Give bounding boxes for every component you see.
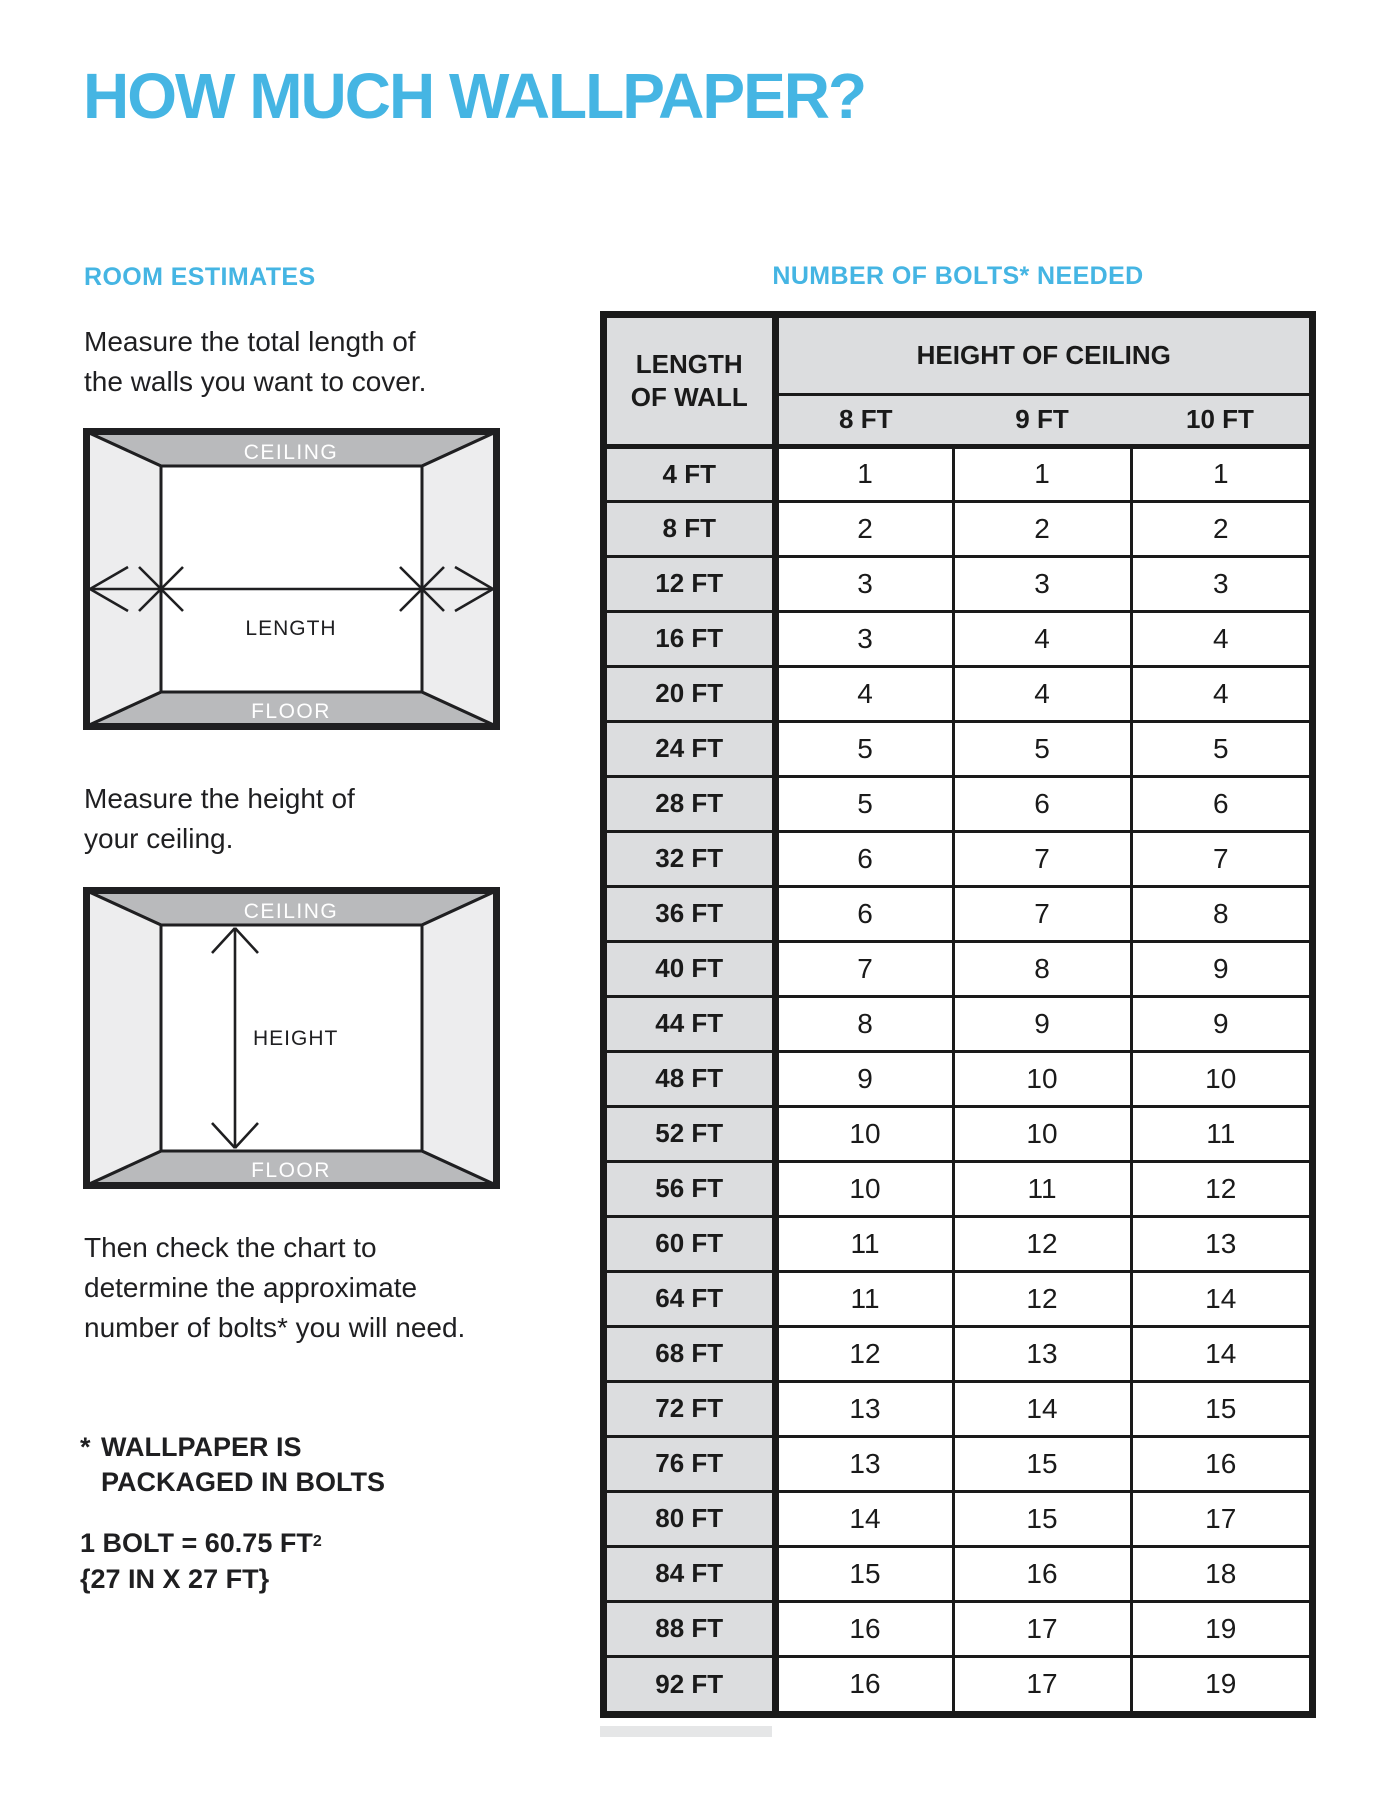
wall-length-cell: 28 FT xyxy=(607,776,775,831)
bolt-count-cell: 16 xyxy=(775,1656,953,1711)
bolt-count-cell: 2 xyxy=(1131,501,1309,556)
instruction-line: Measure the total length of xyxy=(84,326,416,357)
bolt-count-cell: 19 xyxy=(1131,1656,1309,1711)
bolt-count-cell: 9 xyxy=(953,996,1131,1051)
bolt-count-cell: 7 xyxy=(1131,831,1309,886)
footnote-text xyxy=(101,1430,385,1500)
bolt-count-cell: 7 xyxy=(775,941,953,996)
asterisk-marker: * xyxy=(80,1432,91,1462)
length-header-line: OF WALL xyxy=(630,381,748,412)
table-row xyxy=(607,831,1309,886)
length-header-line: LENGTH xyxy=(635,348,743,379)
bolt-count-cell: 1 xyxy=(775,446,953,501)
table-row xyxy=(607,1601,1309,1656)
table-header-row xyxy=(607,318,1309,394)
bolt-count-cell: 15 xyxy=(1131,1381,1309,1436)
room-estimates-heading: ROOM ESTIMATES xyxy=(84,263,316,291)
table-row xyxy=(607,1216,1309,1271)
table-row xyxy=(607,776,1309,831)
table-row xyxy=(607,1051,1309,1106)
bolt-count-cell: 12 xyxy=(953,1216,1131,1271)
bolt-count-cell: 4 xyxy=(775,666,953,721)
table-row xyxy=(607,501,1309,556)
wall-length-cell: 48 FT xyxy=(607,1051,775,1106)
table-row xyxy=(607,666,1309,721)
instruction-line: number of bolts* you will need. xyxy=(84,1312,466,1343)
bolt-count-cell: 14 xyxy=(953,1381,1131,1436)
left-wall-panel xyxy=(87,891,161,1185)
bolt-count-cell: 2 xyxy=(775,501,953,556)
instruction-line: Measure the height of xyxy=(84,783,355,814)
floor-label: FLOOR xyxy=(251,1159,331,1182)
bolt-count-cell: 5 xyxy=(953,721,1131,776)
table-row xyxy=(607,446,1309,501)
bolt-dimensions: {27 IN X 27 FT} xyxy=(80,1564,270,1594)
bolt-count-cell: 7 xyxy=(953,886,1131,941)
bolt-count-cell: 4 xyxy=(953,611,1131,666)
bolt-count-cell: 5 xyxy=(775,776,953,831)
length-of-wall-header xyxy=(607,318,775,446)
bolt-count-cell: 3 xyxy=(775,611,953,666)
bolt-count-cell: 6 xyxy=(775,831,953,886)
bolt-count-cell: 14 xyxy=(775,1491,953,1546)
bolt-count-cell: 10 xyxy=(953,1051,1131,1106)
bolt-count-cell: 13 xyxy=(775,1436,953,1491)
table-row xyxy=(607,1381,1309,1436)
room-height-diagram xyxy=(83,887,500,1189)
bolt-count-cell: 18 xyxy=(1131,1546,1309,1601)
bolt-count-cell: 15 xyxy=(953,1436,1131,1491)
bolt-count-cell: 6 xyxy=(1131,776,1309,831)
bolt-count-cell: 15 xyxy=(775,1546,953,1601)
wallpaper-bolts-footnote xyxy=(80,1430,385,1500)
room-perspective-shapes xyxy=(87,432,496,726)
bolt-count-cell: 6 xyxy=(953,776,1131,831)
table-row xyxy=(607,1271,1309,1326)
table-row xyxy=(607,1491,1309,1546)
bolt-count-cell: 10 xyxy=(775,1161,953,1216)
bolt-count-cell: 1 xyxy=(953,446,1131,501)
ceiling-label: CEILING xyxy=(243,900,339,923)
bolt-count-cell: 10 xyxy=(953,1106,1131,1161)
table-row xyxy=(607,996,1309,1051)
right-wall-panel xyxy=(422,891,496,1185)
wall-length-cell: 76 FT xyxy=(607,1436,775,1491)
bolt-size-info xyxy=(80,1524,322,1597)
instruction-measure-height xyxy=(84,779,355,859)
bolt-count-cell: 12 xyxy=(953,1271,1131,1326)
bolt-count-cell: 11 xyxy=(775,1271,953,1326)
bolt-count-cell: 8 xyxy=(1131,886,1309,941)
bolt-count-cell: 17 xyxy=(1131,1491,1309,1546)
bolt-count-cell: 12 xyxy=(775,1326,953,1381)
wall-length-cell: 44 FT xyxy=(607,996,775,1051)
wall-length-cell: 32 FT xyxy=(607,831,775,886)
back-wall-panel xyxy=(161,466,422,692)
instruction-check-chart xyxy=(84,1228,465,1348)
bolt-count-cell: 13 xyxy=(775,1381,953,1436)
bolt-count-cell: 4 xyxy=(1131,611,1309,666)
ceiling-9ft-header: 9 FT xyxy=(953,394,1131,446)
wall-length-cell: 52 FT xyxy=(607,1106,775,1161)
table-row xyxy=(607,1106,1309,1161)
wall-length-cell: 60 FT xyxy=(607,1216,775,1271)
squared-superscript: 2 xyxy=(312,1533,322,1550)
instruction-line: determine the approximate xyxy=(84,1272,418,1303)
footnote-line: WALLPAPER IS xyxy=(101,1432,302,1462)
bolt-count-cell: 9 xyxy=(1131,996,1309,1051)
table-row xyxy=(607,556,1309,611)
footnote-line: PACKAGED IN BOLTS xyxy=(101,1467,386,1497)
bolt-count-cell: 4 xyxy=(1131,666,1309,721)
bolt-count-cell: 3 xyxy=(1131,556,1309,611)
table-row xyxy=(607,1326,1309,1381)
bolts-table-heading: NUMBER OF BOLTS* NEEDED xyxy=(772,262,1144,290)
bolt-count-cell: 8 xyxy=(953,941,1131,996)
table-row xyxy=(607,1546,1309,1601)
bolt-count-cell: 10 xyxy=(775,1106,953,1161)
bolt-count-cell: 5 xyxy=(1131,721,1309,776)
bolt-count-cell: 5 xyxy=(775,721,953,776)
wall-length-cell: 36 FT xyxy=(607,886,775,941)
wall-length-cell: 20 FT xyxy=(607,666,775,721)
wall-length-cell: 92 FT xyxy=(607,1656,775,1711)
bolt-count-cell: 11 xyxy=(953,1161,1131,1216)
bolt-count-cell: 13 xyxy=(1131,1216,1309,1271)
ceiling-label: CEILING xyxy=(243,441,339,464)
instruction-line: the walls you want to cover. xyxy=(84,366,427,397)
wall-length-cell: 68 FT xyxy=(607,1326,775,1381)
table-row xyxy=(607,941,1309,996)
bolt-count-cell: 6 xyxy=(775,886,953,941)
wall-length-cell: 56 FT xyxy=(607,1161,775,1216)
table-row xyxy=(607,1656,1309,1711)
page-title: HOW MUCH WALLPAPER? xyxy=(83,60,866,132)
bolt-count-cell: 14 xyxy=(1131,1271,1309,1326)
bolt-count-cell: 4 xyxy=(953,666,1131,721)
bolt-count-cell: 14 xyxy=(1131,1326,1309,1381)
wall-length-cell: 4 FT xyxy=(607,446,775,501)
bolt-count-cell: 7 xyxy=(953,831,1131,886)
bolt-count-cell: 2 xyxy=(953,501,1131,556)
room-height-diagram-svg xyxy=(83,887,500,1189)
bolt-count-cell: 3 xyxy=(953,556,1131,611)
ceiling-10ft-header: 10 FT xyxy=(1131,394,1309,446)
instruction-line: Then check the chart to xyxy=(84,1232,377,1263)
bolt-count-cell: 9 xyxy=(775,1051,953,1106)
bolt-count-cell: 16 xyxy=(953,1546,1131,1601)
wall-length-cell: 16 FT xyxy=(607,611,775,666)
instruction-line: your ceiling. xyxy=(84,823,234,854)
bolt-count-cell: 17 xyxy=(953,1656,1131,1711)
bolt-count-cell: 16 xyxy=(775,1601,953,1656)
floor-label: FLOOR xyxy=(251,700,331,723)
table-bottom-gray-strip xyxy=(600,1726,772,1737)
bolt-count-cell: 17 xyxy=(953,1601,1131,1656)
wall-length-cell: 64 FT xyxy=(607,1271,775,1326)
wall-length-cell: 40 FT xyxy=(607,941,775,996)
table-row xyxy=(607,886,1309,941)
height-of-ceiling-header: HEIGHT OF CEILING xyxy=(775,318,1309,394)
table-row xyxy=(607,611,1309,666)
wall-length-cell: 8 FT xyxy=(607,501,775,556)
bolt-count-cell: 9 xyxy=(1131,941,1309,996)
height-measure-label: HEIGHT xyxy=(253,1027,339,1050)
table-row xyxy=(607,1436,1309,1491)
room-length-diagram xyxy=(83,428,500,730)
instruction-measure-length xyxy=(84,322,426,402)
bolts-needed-table xyxy=(600,311,1316,1718)
bolt-count-cell: 10 xyxy=(1131,1051,1309,1106)
table-row xyxy=(607,721,1309,776)
bolt-count-cell: 11 xyxy=(1131,1106,1309,1161)
length-measure-label: LENGTH xyxy=(245,617,337,640)
bolt-count-cell: 1 xyxy=(1131,446,1309,501)
room-length-diagram-svg xyxy=(83,428,500,730)
ceiling-8ft-header: 8 FT xyxy=(775,394,953,446)
bolt-count-cell: 15 xyxy=(953,1491,1131,1546)
bolt-count-cell: 11 xyxy=(775,1216,953,1271)
bolt-count-cell: 3 xyxy=(775,556,953,611)
bolts-table xyxy=(607,318,1309,1711)
bolt-count-cell: 19 xyxy=(1131,1601,1309,1656)
wall-length-cell: 80 FT xyxy=(607,1491,775,1546)
bolt-count-cell: 8 xyxy=(775,996,953,1051)
bolt-count-cell: 16 xyxy=(1131,1436,1309,1491)
wall-length-cell: 12 FT xyxy=(607,556,775,611)
wall-length-cell: 84 FT xyxy=(607,1546,775,1601)
bolt-count-cell: 13 xyxy=(953,1326,1131,1381)
bolt-equation: 1 BOLT = 60.75 FT xyxy=(80,1528,313,1558)
bolt-count-cell: 12 xyxy=(1131,1161,1309,1216)
wall-length-cell: 88 FT xyxy=(607,1601,775,1656)
wall-length-cell: 72 FT xyxy=(607,1381,775,1436)
table-row xyxy=(607,1161,1309,1216)
wall-length-cell: 24 FT xyxy=(607,721,775,776)
